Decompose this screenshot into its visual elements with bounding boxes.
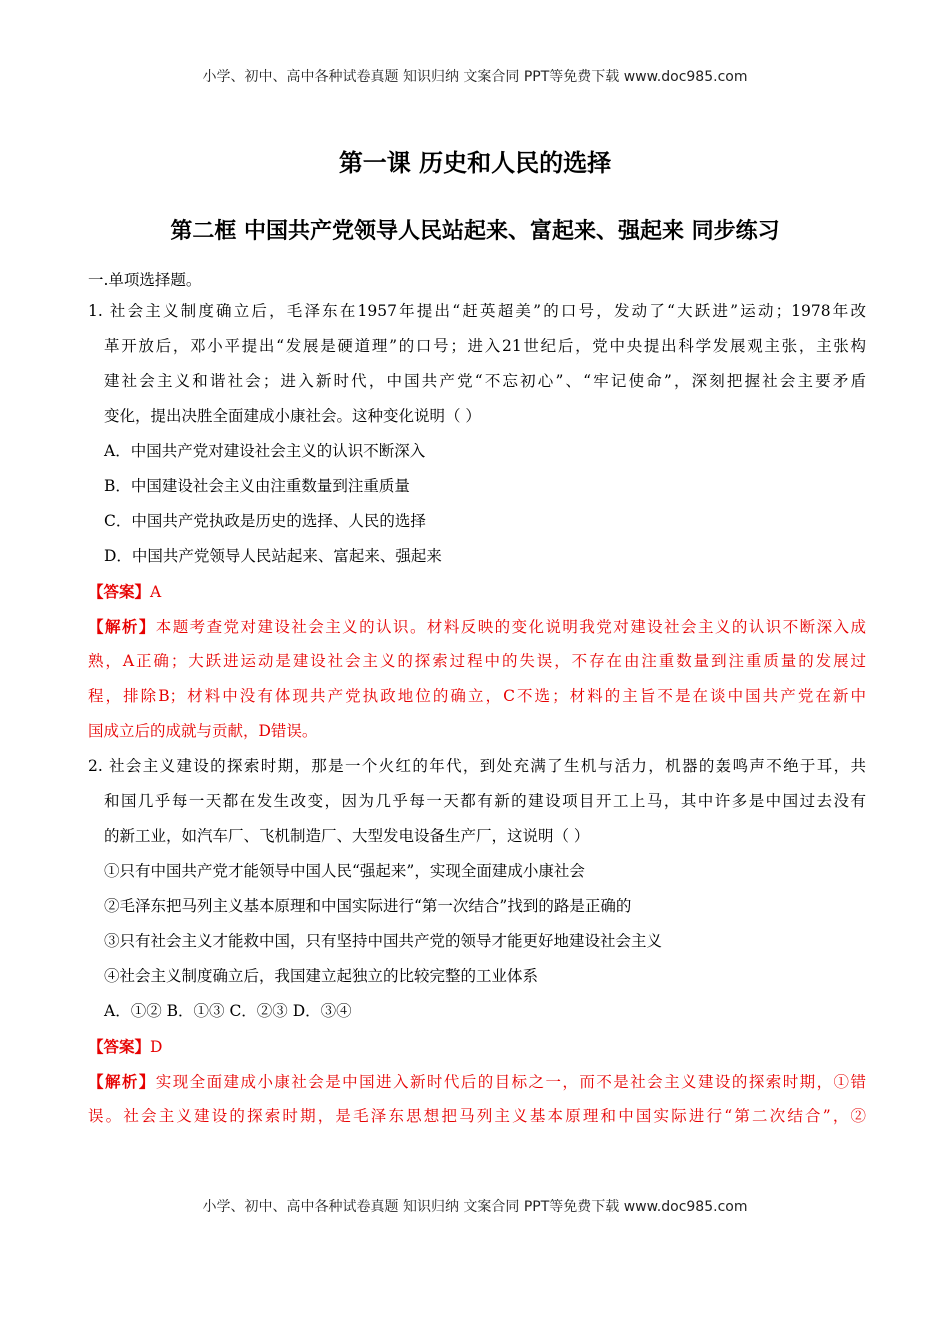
answer-value: A: [150, 583, 162, 601]
statement-1: ①只有中国共产党才能领导中国人民“强起来”，实现全面建成小康社会: [104, 862, 585, 880]
answer-line: [88, 578, 866, 605]
option-b: B．中国建设社会主义由注重数量到注重质量: [104, 477, 410, 495]
question-1: [88, 298, 866, 745]
analysis-line: [88, 1068, 866, 1095]
option-c: C．中国共产党执政是历史的选择、人民的选择: [104, 512, 426, 530]
analysis-line: 误。社会主义建设的探索时期，是毛泽东思想把马列主义基本原理和中国实际进行“第二次结合”，②: [88, 1107, 866, 1125]
question-text-line: 的新工业，如汽车厂、飞机制造厂、大型发电设备生产厂，这说明（ ）: [104, 827, 590, 845]
document-body: [88, 270, 866, 1138]
question-text-line: 1. 社会主义制度确立后，毛泽东在1957年提出“赶英超美”的口号，发动了“大跃进”运动；1978年改: [88, 302, 866, 320]
statement-4: ④社会主义制度确立后，我国建立起独立的比较完整的工业体系: [104, 967, 539, 985]
answer-tag: 【答案】: [88, 1037, 151, 1056]
page-header: 小学、初中、高中各种试卷真题 知识归纳 文案合同 PPT等免费下载 www.doc985.com: [202, 69, 748, 85]
question-2: [88, 753, 866, 1130]
analysis-tag: 【解析】: [88, 1072, 156, 1091]
analysis-tag: 【解析】: [88, 617, 156, 636]
page-footer: 小学、初中、高中各种试卷真题 知识归纳 文案合同 PPT等免费下载 www.doc985.com: [202, 1199, 748, 1215]
analysis-line: 国成立后的成就与贡献，D错误。: [88, 722, 318, 740]
question-text-line: 革开放后，邓小平提出“发展是硬道理”的口号；进入21世纪后，党中央提出科学发展观主张，主张构: [104, 337, 866, 355]
page-subtitle: 第二框 中国共产党领导人民站起来、富起来、强起来 同步练习: [170, 219, 780, 244]
question-text-line: 和国几乎每一天都在发生改变，因为几乎每一天都有新的建设项目开工上马，其中许多是中国过去没有: [104, 792, 866, 810]
analysis-text: 实现全面建成小康社会是中国进入新时代后的目标之一，而不是社会主义建设的探索时期，①错: [155, 1073, 866, 1091]
question-text-line: 建社会主义和谐社会；进入新时代，中国共产党“不忘初心”、“牢记使命”，深刻把握社会主要矛盾: [104, 372, 866, 390]
statement-3: ③只有社会主义才能救中国，只有坚持中国共产党的领导才能更好地建设社会主义: [104, 932, 663, 950]
option-a: A．中国共产党对建设社会主义的认识不断深入: [104, 442, 426, 460]
analysis-line: 熟，A正确；大跃进运动是建设社会主义的探索过程中的失误，不存在由注重数量到注重质量的发展过: [88, 652, 866, 670]
option-d: D．中国共产党领导人民站起来、富起来、强起来: [104, 547, 442, 565]
analysis-text: 本题考查党对建设社会主义的认识。材料反映的变化说明我党对建设社会主义的认识不断深入成: [155, 618, 866, 636]
question-text-line: 变化，提出决胜全面建成小康社会。这种变化说明（ ）: [104, 407, 481, 425]
analysis-line: [88, 613, 866, 640]
answer-line: [88, 1033, 866, 1060]
answer-value: D: [150, 1038, 163, 1056]
analysis-line: 程，排除B；材料中没有体现共产党执政地位的确立，C不选；材料的主旨不是在谈中国共产党在新中: [88, 687, 866, 705]
statement-2: ②毛泽东把马列主义基本原理和中国实际进行“第一次结合”找到的路是正确的: [104, 897, 632, 915]
options-line: A．①② B．①③ C．②③ D．③④: [104, 1002, 352, 1020]
answer-tag: 【答案】: [88, 582, 151, 601]
page-title: 第一课 历史和人民的选择: [338, 149, 612, 177]
question-text-line: 2. 社会主义建设的探索时期，那是一个火红的年代，到处充满了生机与活力，机器的轰鸣声不绝于耳，共: [88, 757, 866, 775]
section-heading: 一.单项选择题。: [88, 271, 202, 289]
